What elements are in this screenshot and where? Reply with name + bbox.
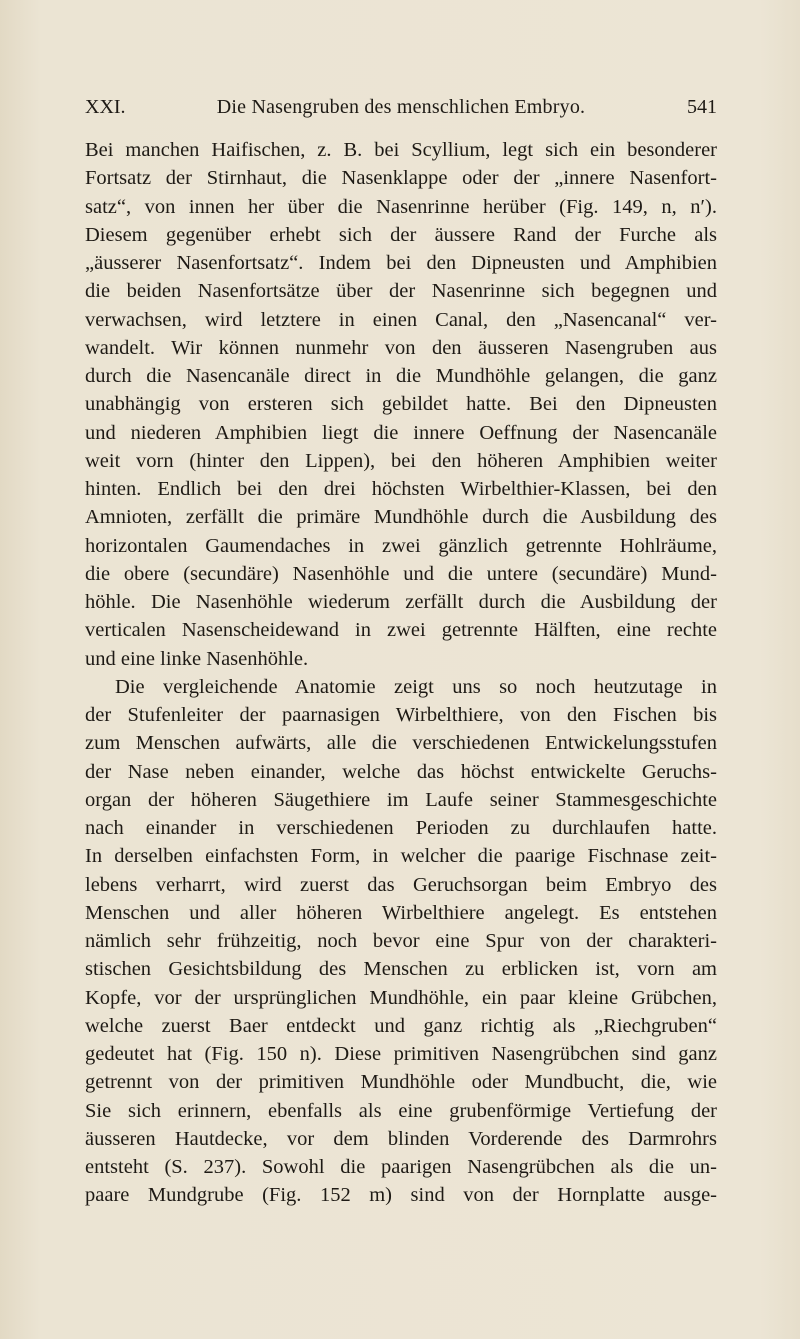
text-line: Fortsatz der Stirnhaut, die Nasenklappe oder der „innere Nasenfort- bbox=[85, 167, 717, 190]
page-number: 541 bbox=[687, 96, 717, 118]
text-line: die obere (secundäre) Nasenhöhle und die untere (secundäre) Mund- bbox=[85, 562, 717, 585]
text-line: Sie sich erinnern, ebenfalls als eine grubenförmige Vertiefung der bbox=[85, 1099, 717, 1122]
text-line: organ der höheren Säugethiere im Laufe seiner Stammesgeschichte bbox=[85, 788, 717, 811]
text-line: der Nase neben einander, welche das höchst entwickelte Geruchs- bbox=[85, 760, 717, 783]
text-line: entsteht (S. 237). Sowohl die paarigen Nasengrübchen als die un- bbox=[85, 1156, 717, 1178]
running-title: Die Nasengruben des menschlichen Embryo. bbox=[216, 96, 586, 118]
text-line: Bei manchen Haifischen, z. B. bei Scyllium, legt sich ein besonderer bbox=[85, 139, 717, 161]
text-line: unabhängig von ersteren sich gebildet hatte. Bei den Dipneusten bbox=[85, 393, 717, 416]
text-line: nach einander in verschiedenen Perioden zu durchlaufen hatte. bbox=[85, 817, 717, 839]
text-line: wandelt. Wir können nunmehr von den äusseren Nasengruben aus bbox=[85, 336, 717, 359]
text-line: durch die Nasencanäle direct in die Mundhöhle gelangen, die ganz bbox=[85, 365, 717, 387]
text-line: äusseren Hautdecke, vor dem blinden Vorderende des Darmrohrs bbox=[85, 1127, 717, 1150]
text-line: Menschen und aller höheren Wirbelthiere angelegt. Es entstehen bbox=[85, 901, 717, 924]
text-line: satz“, von innen her über die Nasenrinne herüber (Fig. 149, n, n′). bbox=[85, 195, 717, 218]
text-line: „äusserer Nasenfortsatz“. Indem bei den Dipneusten und Amphibien bbox=[85, 252, 717, 274]
text-line: Amnioten, zerfällt die primäre Mundhöhle durch die Ausbildung des bbox=[85, 506, 717, 529]
text-line: In derselben einfachsten Form, in welcher die paarige Fischnase zeit- bbox=[85, 845, 717, 868]
running-header bbox=[85, 92, 717, 122]
text-line: der Stufenleiter der paarnasigen Wirbelthiere, von den Fischen bis bbox=[85, 704, 717, 726]
text-line: Die vergleichende Anatomie zeigt uns so noch heutzutage in bbox=[115, 675, 717, 698]
text-line: nämlich sehr frühzeitig, noch bevor eine Spur von der charakteri- bbox=[85, 930, 717, 952]
text-line: zum Menschen aufwärts, alle die verschiedenen Entwickelungsstufen bbox=[85, 732, 717, 755]
text-line: hinten. Endlich bei den drei höchsten Wirbelthier-Klassen, bei den bbox=[85, 478, 717, 500]
text-line: Diesem gegenüber erhebt sich der äussere Rand der Furche als bbox=[85, 223, 717, 246]
text-line: Kopfe, vor der ursprünglichen Mundhöhle, ein paar kleine Grübchen, bbox=[85, 986, 717, 1009]
text-line: lebens verharrt, wird zuerst das Geruchsorgan beim Embryo des bbox=[85, 873, 717, 896]
text-line: welche zuerst Baer entdeckt und ganz richtig als „Riechgruben“ bbox=[85, 1014, 717, 1037]
text-line: getrennt von der primitiven Mundhöhle oder Mundbucht, die, wie bbox=[85, 1071, 717, 1094]
body-text bbox=[85, 136, 717, 1210]
text-line: verwachsen, wird letztere in einen Canal, den „Nasencanal“ ver- bbox=[85, 308, 717, 331]
text-line: paare Mundgrube (Fig. 152 m) sind von der Hornplatte ausge- bbox=[85, 1184, 717, 1207]
text-line: höhle. Die Nasenhöhle wiederum zerfällt durch die Ausbildung der bbox=[85, 591, 717, 613]
text-line: gedeutet hat (Fig. 150 n). Diese primitiven Nasengrübchen sind ganz bbox=[85, 1043, 717, 1065]
text-line: die beiden Nasenfortsätze über der Nasenrinne sich begegnen und bbox=[85, 280, 717, 303]
text-line: weit vorn (hinter den Lippen), bei den höheren Amphibien weiter bbox=[85, 449, 717, 472]
text-line: horizontalen Gaumendaches in zwei gänzlich getrennte Hohlräume, bbox=[85, 534, 717, 557]
chapter-number: XXI. bbox=[85, 96, 126, 118]
text-line: stischen Gesichtsbildung des Menschen zu erblicken ist, vorn am bbox=[85, 958, 717, 981]
text-line: verticalen Nasenscheidewand in zwei getrennte Hälften, eine rechte bbox=[85, 619, 717, 642]
text-line: und eine linke Nasenhöhle. bbox=[85, 647, 309, 670]
text-line: und niederen Amphibien liegt die innere Oeffnung der Nasencanäle bbox=[85, 421, 717, 444]
